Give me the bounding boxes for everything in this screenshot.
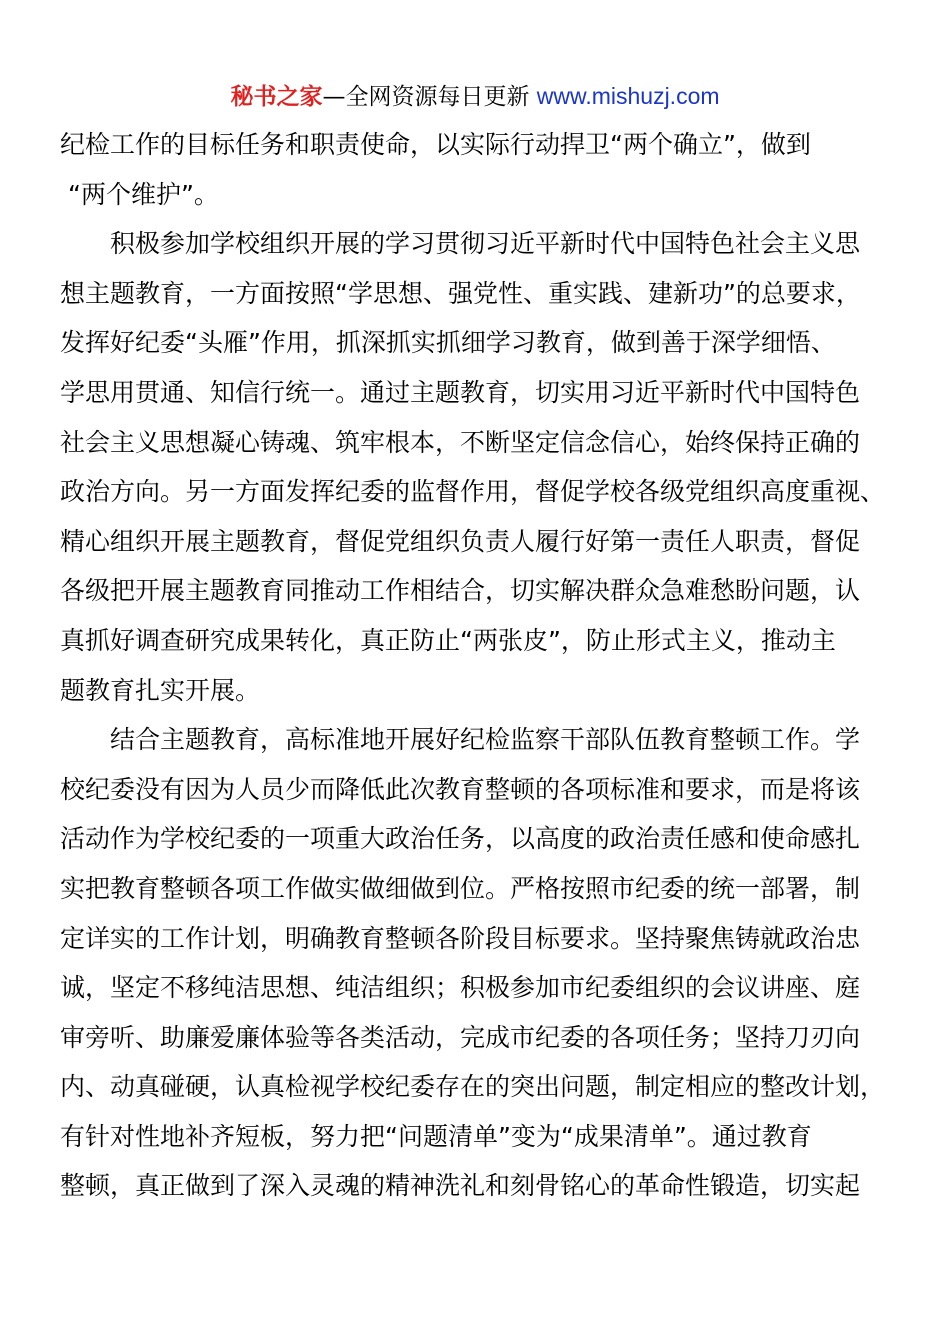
site-url[interactable]: www.mishuzj.com: [536, 83, 720, 109]
text-line: 真抓好调查研究成果转化，真正防止“两张皮”，防止形式主义，推动主: [60, 625, 836, 655]
text-line: 诚，坚定不移纯洁思想、纯洁组织；积极参加市纪委组织的会议讲座、庭: [60, 973, 861, 1003]
site-tagline: —全网资源每日更新: [322, 84, 537, 110]
text-line: 有针对性地补齐短板，努力把“问题清单”变为“成果清单”。通过教育: [60, 1121, 812, 1151]
text-line: 题教育扎实开展。: [60, 675, 261, 705]
text-line: 定详实的工作计划，明确教育整顿各阶段目标要求。坚持聚焦铸就政治忠: [60, 923, 861, 953]
text-line: 纪检工作的目标任务和职责使命，以实际行动捍卫“两个确立”，做到: [60, 130, 811, 159]
text-line: 内、动真碰硬，认真检视学校纪委存在的突出问题，制定相应的整改计划，: [60, 1072, 886, 1102]
text-line: 实把教育整顿各项工作做实做细做到位。严格按照市纪委的统一部署，制: [60, 873, 861, 903]
site-header: [0, 80, 950, 113]
text-line: 审旁听、助廉爱廉体验等各类活动，完成市纪委的各项任务；坚持刀刃向: [60, 1022, 861, 1052]
text-line: 学思用贯通、知信行统一。通过主题教育，切实用习近平新时代中国特色: [60, 377, 861, 407]
text-line: 发挥好纪委“头雁”作用，抓深抓实抓细学习教育，做到善于深学细悟、: [60, 328, 836, 358]
paragraph-first-line: 积极参加学校组织开展的学习贯彻习近平新时代中国特色社会主义思: [110, 229, 861, 259]
text-line: 想主题教育，一方面按照“学思想、强党性、重实践、建新功”的总要求，: [60, 278, 861, 308]
text-line: 活动作为学校纪委的一项重大政治任务，以高度的政治责任感和使命感扎: [60, 824, 861, 854]
document-body: [60, 120, 890, 1211]
text-line: 整顿，真正做到了深入灵魂的精神洗礼和刻骨铭心的革命性锻造，切实起: [60, 1171, 861, 1201]
site-brand: 秘书之家: [230, 84, 323, 110]
text-line: 精心组织开展主题教育，督促党组织负责人履行好第一责任人职责，督促: [60, 526, 861, 556]
text-line: 政治方向。另一方面发挥纪委的监督作用，督促学校各级党组织高度重视、: [60, 477, 886, 507]
paragraph-first-line: 结合主题教育，高标准地开展好纪检监察干部队伍教育整顿工作。学: [110, 725, 861, 755]
text-line: 校纪委没有因为人员少而降低此次教育整顿的各项标准和要求，而是将该: [60, 774, 861, 804]
text-line: “两个维护”。: [68, 179, 219, 209]
text-line: 各级把开展主题教育同推动工作相结合，切实解决群众急难愁盼问题，认: [60, 576, 861, 606]
text-line: 社会主义思想凝心铸魂、筑牢根本，不断坚定信念信心，始终保持正确的: [60, 427, 861, 457]
